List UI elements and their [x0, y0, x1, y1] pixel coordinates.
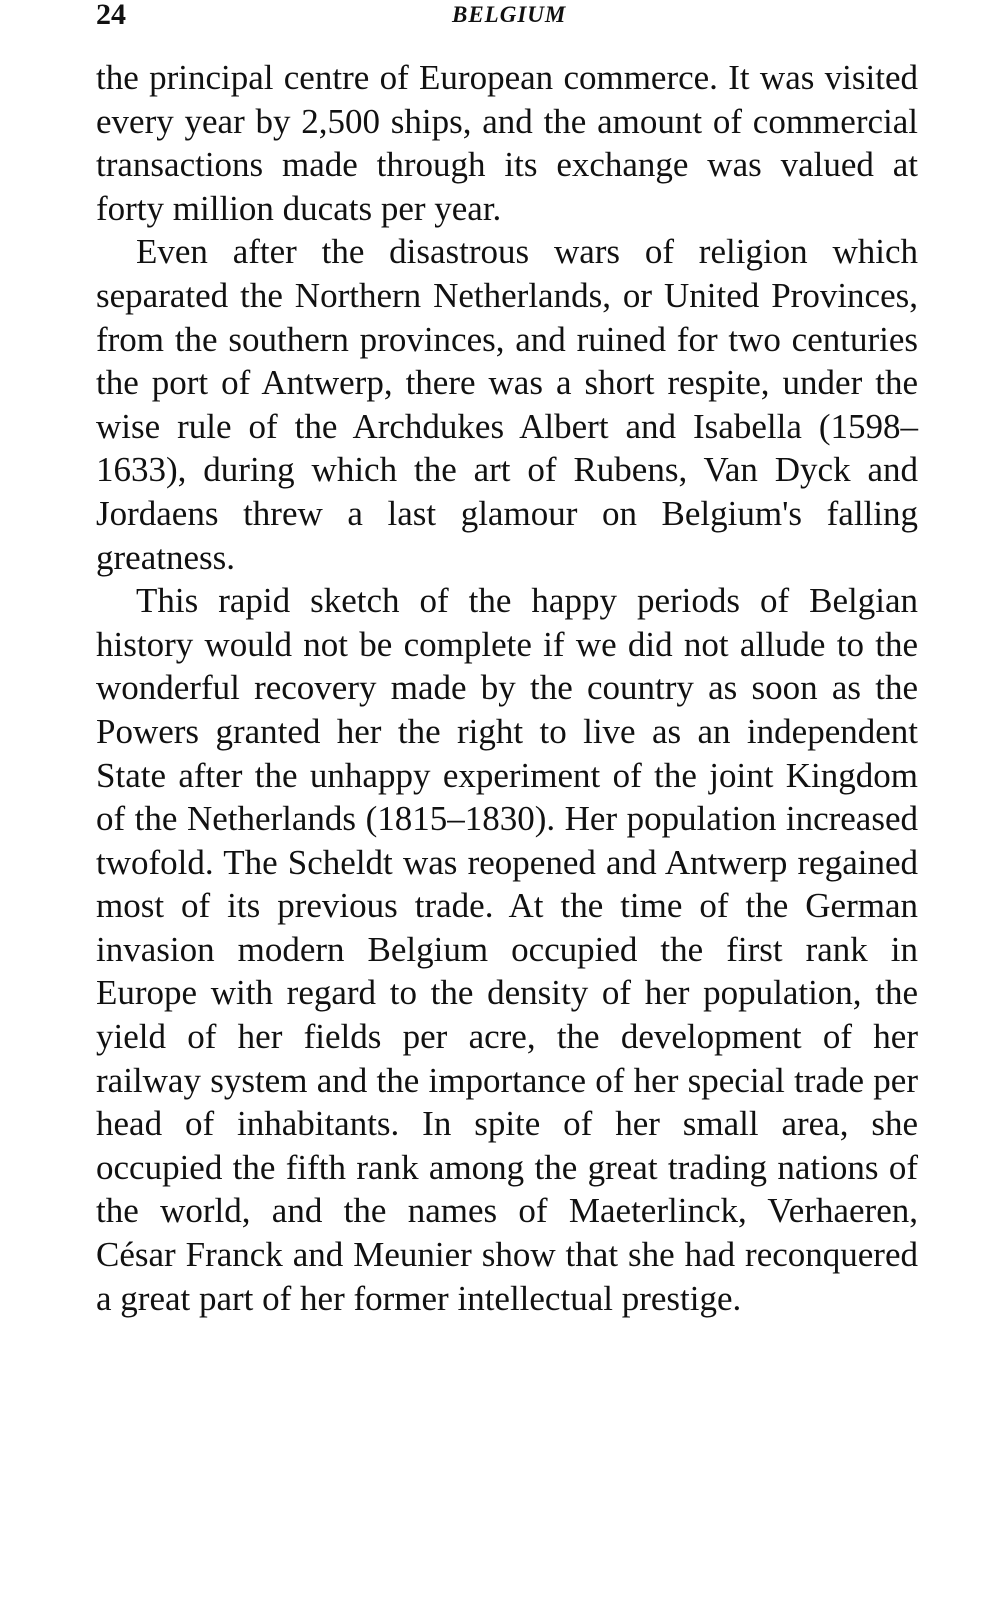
paragraph: This rapid sketch of the happy periods of Belgian history would not be complete if we did not allude to the wonderful recovery made by the country as soon as the Powers granted her the right to live as an independent State after the unhappy experiment of the joint Kingdom of the Netherlands (1815–1830). Her population increased twofold. The Scheldt was reopened and Antwerp regained most of its previous trade. At the time of the German invasion modern Belgium occupied the first rank in Europe with regard to the density of her population, the yield of her fields per acre, the development of her railway system and the importance of her special trade per head of inhabitants. In spite of her small area, she occupied the fifth rank among the great trading nations of the world, and the names of Maeterlinck, Verhaeren, César Franck and Meunier show that she had reconquered a great part of her former intellectual prestige.: [96, 581, 918, 1318]
body-text: [96, 56, 918, 1320]
page-header: [0, 0, 1002, 36]
page-number: 24: [96, 0, 126, 31]
paragraph-continued: the principal centre of European commerce. It was visited every year by 2,500 ships, and the amount of commercial transactions made through its exchange was valued at forty million ducats per year.: [96, 58, 918, 228]
paragraph: Even after the disastrous wars of religion which separated the Northern Netherlands, or United Provinces, from the southern provinces, and ruined for two centuries the port of Antwerp, there was a short respite, under the wise rule of the Archdukes Albert and Isabella (1598–1633), during which the art of Rubens, Van Dyck and Jordaens threw a last glamour on Belgium's falling greatness.: [96, 232, 918, 577]
running-head: BELGIUM: [452, 2, 567, 27]
